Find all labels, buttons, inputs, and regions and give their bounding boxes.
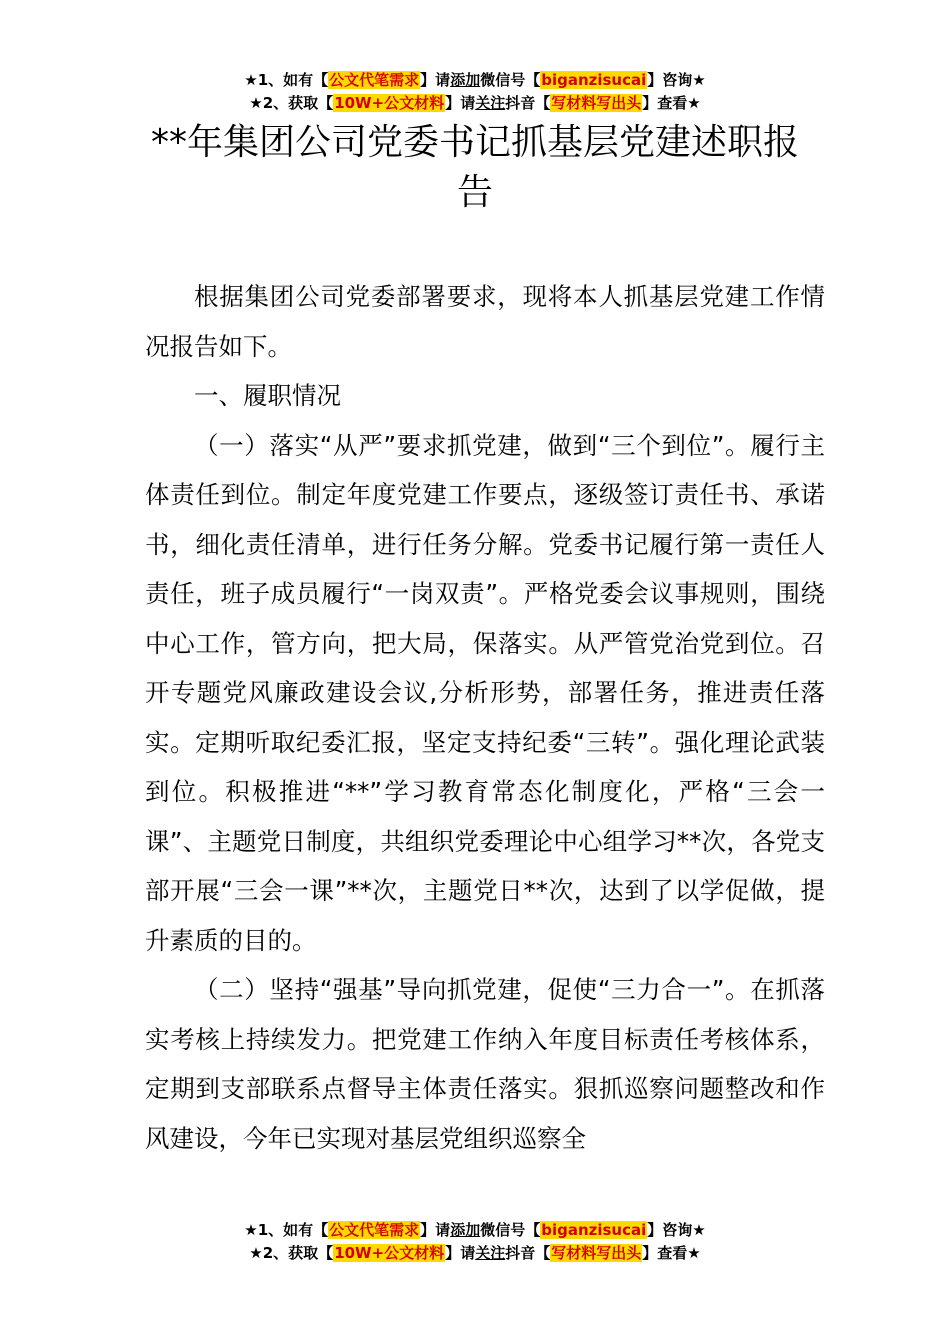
document-body [145, 272, 825, 1163]
highlight-douyin: 写材料写出头 [551, 1244, 642, 1262]
section-heading: 一、履职情况 [194, 381, 341, 410]
intro-paragraph: 根据集团公司党委部署要求，现将本人抓基层党建工作情况报告如下。 [145, 282, 825, 361]
banner-line-2: ★2、获取【10W+公文材料】请关注抖音【写材料写出头】查看★ [249, 94, 701, 112]
highlight-materials: 10W+公文材料 [334, 1244, 445, 1262]
footer-ad-banner [0, 1219, 950, 1265]
highlight-materials: 10W+公文材料 [334, 94, 445, 112]
highlight-service: 公文代笔需求 [329, 1221, 420, 1239]
highlight-wechat-id: biganzisucai [541, 71, 647, 89]
highlight-service: 公文代笔需求 [329, 71, 420, 89]
highlight-wechat-id: biganzisucai [541, 1221, 647, 1239]
highlight-douyin: 写材料写出头 [551, 94, 642, 112]
title-line-2: 告 [456, 172, 493, 213]
body-paragraph-1: （一）落实“从严”要求抓党建，做到“三个到位”。履行主体责任到位。制定年度党建工作要点，逐级签订责任书、承诺书，细化责任清单，进行任务分解。党委书记履行第一责任人责任，班子成员履行“一岗双责”。严格党委会议事规则，围绕中心工作，管方向，把大局，保落实。从严管党治党到位。召开专题党风廉政建设会议,分析形势，部署任务，推进责任落实。定期听取纪委汇报，坚定支持纪委“三转”。强化理论武装到位。积极推进“**”学习教育常态化制度化，严格“三会一课”、主题党日制度，共组织党委理论中心组学习**次，各党支部开展“三会一课”**次，主题党日**次，达到了以学促做，提升素质的目的。 [145, 430, 825, 955]
banner-line-1: ★1、如有【公文代笔需求】请添加微信号【biganzisucai】咨询★ [244, 71, 706, 89]
banner-line-1: ★1、如有【公文代笔需求】请添加微信号【biganzisucai】咨询★ [244, 1221, 706, 1239]
title-line-1: **年集团公司党委书记抓基层党建述职报 [150, 122, 799, 163]
banner-line-2: ★2、获取【10W+公文材料】请关注抖音【写材料写出头】查看★ [249, 1244, 701, 1262]
body-paragraph-2: （二）坚持“强基”导向抓党建，促使“三力合一”。在抓落实考核上持续发力。把党建工作纳入年度目标责任考核体系，定期到支部联系点督导主体责任落实。狠抓巡察问题整改和作风建设，今年已实现对基层党组织巡察全 [145, 975, 825, 1153]
header-ad-banner [0, 69, 950, 115]
document-title [120, 118, 830, 218]
